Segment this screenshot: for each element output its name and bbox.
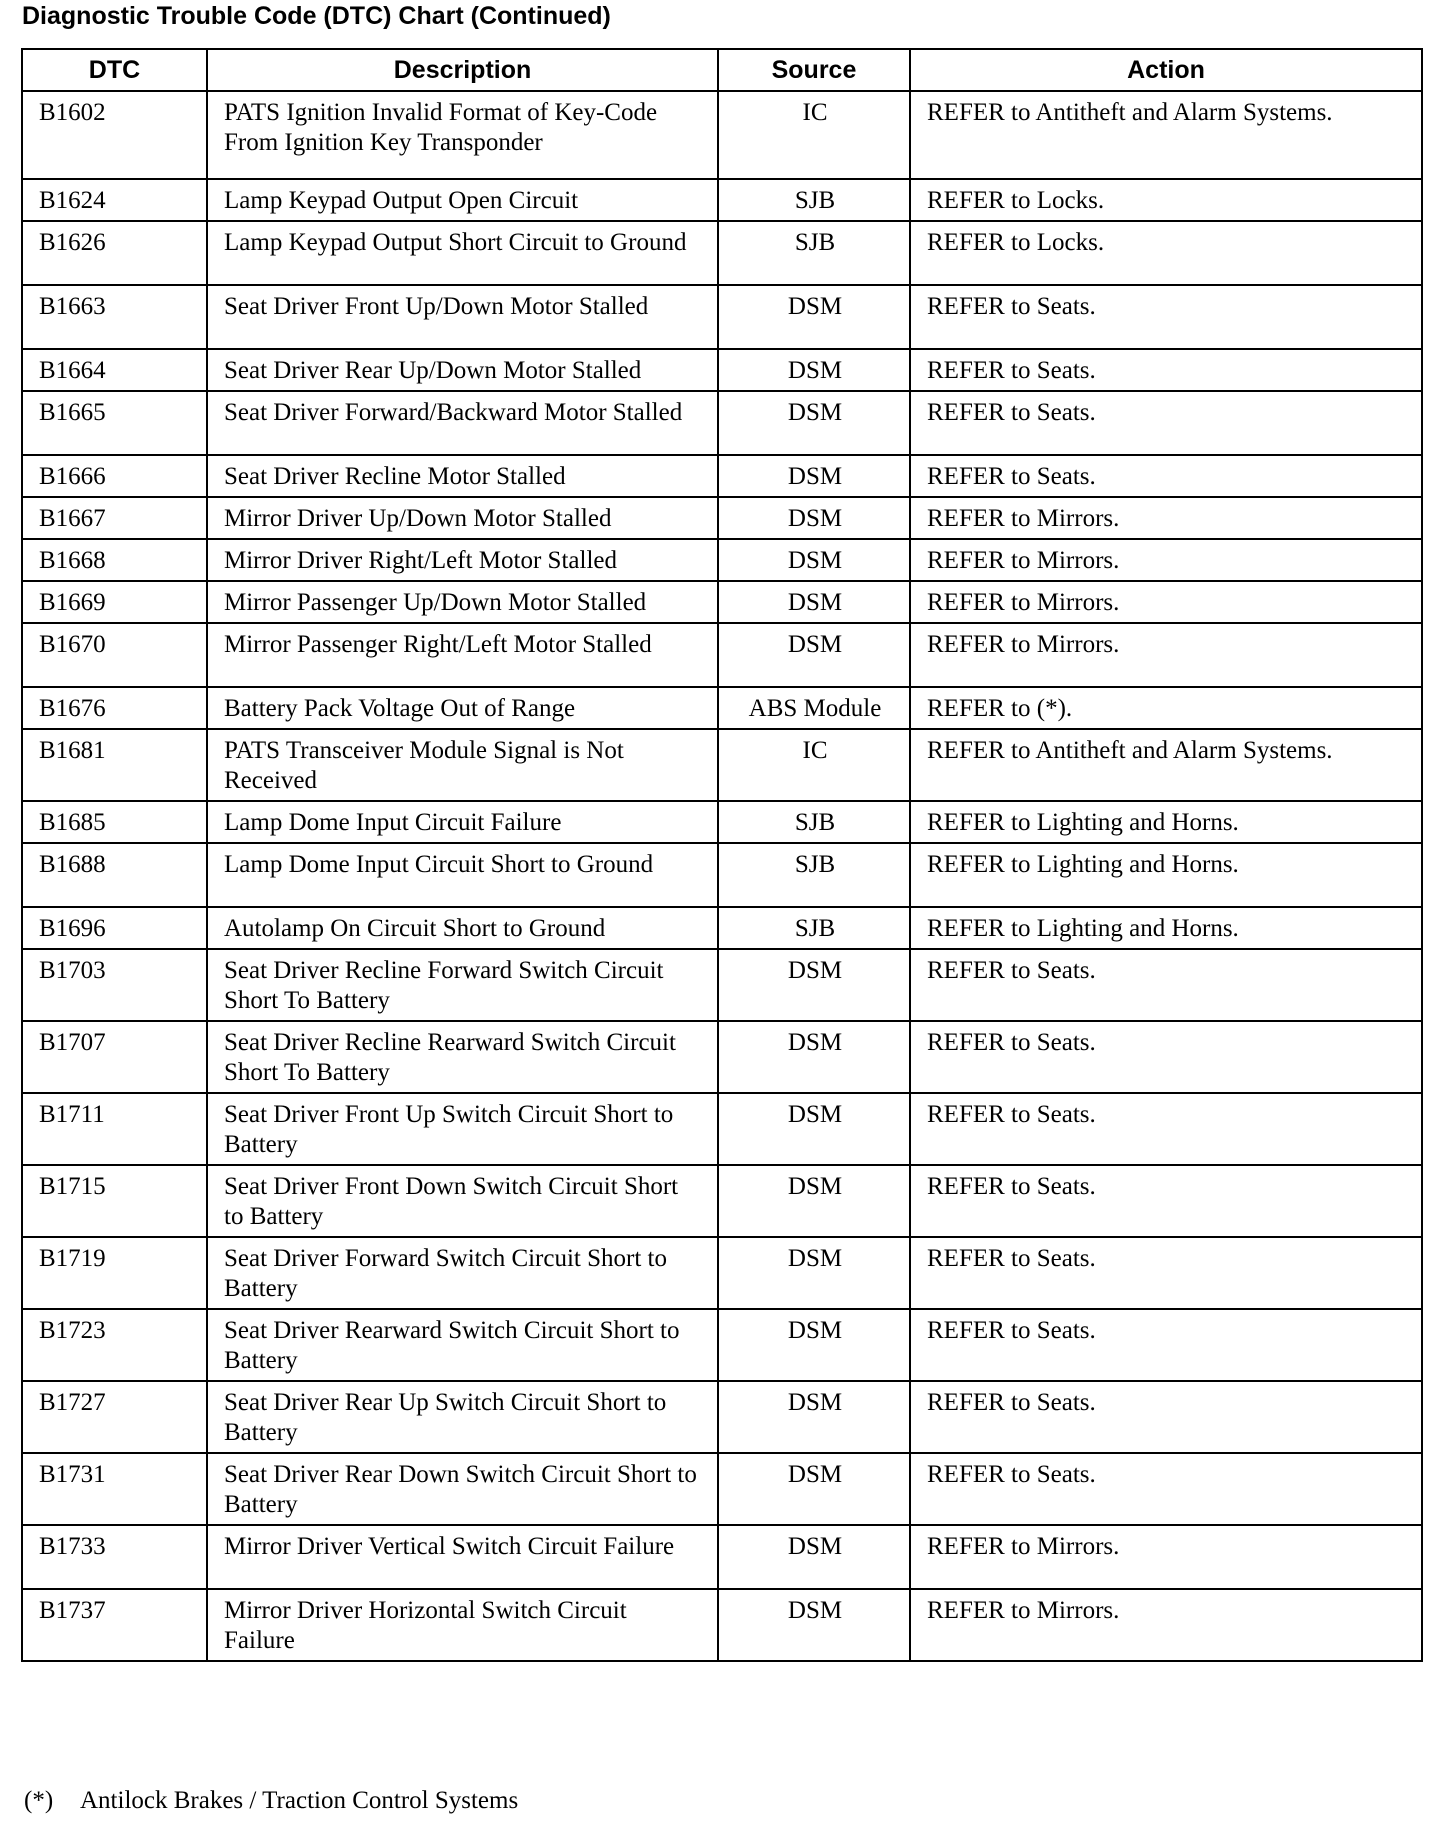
source-cell: DSM	[718, 1589, 910, 1661]
column-header-source: Source	[718, 49, 910, 91]
description-cell: Lamp Dome Input Circuit Failure	[207, 801, 718, 843]
source-cell: SJB	[718, 801, 910, 843]
source-cell: IC	[718, 729, 910, 801]
description-cell: Lamp Dome Input Circuit Short to Ground	[207, 843, 718, 907]
table-row	[22, 1237, 1422, 1309]
table-row	[22, 1453, 1422, 1525]
table-row	[22, 285, 1422, 349]
table-row	[22, 455, 1422, 497]
source-cell: DSM	[718, 1021, 910, 1093]
table-row	[22, 729, 1422, 801]
table-row	[22, 1525, 1422, 1589]
dtc-code-cell: B1703	[22, 949, 207, 1021]
action-cell: REFER to Seats.	[910, 285, 1422, 349]
dtc-code-cell: B1733	[22, 1525, 207, 1589]
table-row	[22, 1093, 1422, 1165]
description-cell: Lamp Keypad Output Short Circuit to Ground	[207, 221, 718, 285]
action-cell: REFER to Lighting and Horns.	[910, 907, 1422, 949]
dtc-code-cell: B1602	[22, 91, 207, 179]
source-cell: DSM	[718, 1309, 910, 1381]
action-cell: REFER to Seats.	[910, 1237, 1422, 1309]
description-cell: Seat Driver Forward Switch Circuit Short to Battery	[207, 1237, 718, 1309]
action-cell: REFER to Antitheft and Alarm Systems.	[910, 91, 1422, 179]
description-cell: Mirror Driver Vertical Switch Circuit Failure	[207, 1525, 718, 1589]
dtc-code-cell: B1681	[22, 729, 207, 801]
description-cell: Seat Driver Rear Up/Down Motor Stalled	[207, 349, 718, 391]
table-row	[22, 623, 1422, 687]
dtc-code-cell: B1737	[22, 1589, 207, 1661]
footnote	[24, 1786, 518, 1816]
action-cell: REFER to Seats.	[910, 349, 1422, 391]
dtc-code-cell: B1688	[22, 843, 207, 907]
source-cell: DSM	[718, 623, 910, 687]
dtc-code-cell: B1711	[22, 1093, 207, 1165]
source-cell: DSM	[718, 455, 910, 497]
column-header-dtc: DTC	[22, 49, 207, 91]
action-cell: REFER to Seats.	[910, 1021, 1422, 1093]
description-cell: Autolamp On Circuit Short to Ground	[207, 907, 718, 949]
action-cell: REFER to Locks.	[910, 221, 1422, 285]
source-cell: IC	[718, 91, 910, 179]
action-cell: REFER to Antitheft and Alarm Systems.	[910, 729, 1422, 801]
table-row	[22, 907, 1422, 949]
table-row	[22, 1165, 1422, 1237]
source-cell: DSM	[718, 1453, 910, 1525]
description-cell: Mirror Passenger Right/Left Motor Stalled	[207, 623, 718, 687]
description-cell: Seat Driver Rear Up Switch Circuit Short to Battery	[207, 1381, 718, 1453]
description-cell: Seat Driver Rear Down Switch Circuit Short to Battery	[207, 1453, 718, 1525]
dtc-code-cell: B1669	[22, 581, 207, 623]
column-header-description: Description	[207, 49, 718, 91]
description-cell: Seat Driver Front Up Switch Circuit Short to Battery	[207, 1093, 718, 1165]
source-cell: DSM	[718, 1525, 910, 1589]
source-cell: DSM	[718, 285, 910, 349]
table-row	[22, 1309, 1422, 1381]
action-cell: REFER to Mirrors.	[910, 581, 1422, 623]
source-cell: DSM	[718, 497, 910, 539]
description-cell: PATS Transceiver Module Signal is Not Received	[207, 729, 718, 801]
description-cell: Seat Driver Front Down Switch Circuit Short to Battery	[207, 1165, 718, 1237]
action-cell: REFER to Seats.	[910, 455, 1422, 497]
table-row	[22, 801, 1422, 843]
description-cell: Mirror Passenger Up/Down Motor Stalled	[207, 581, 718, 623]
description-cell: Seat Driver Rearward Switch Circuit Short to Battery	[207, 1309, 718, 1381]
table-row	[22, 497, 1422, 539]
column-header-action: Action	[910, 49, 1422, 91]
source-cell: DSM	[718, 391, 910, 455]
source-cell: DSM	[718, 1237, 910, 1309]
action-cell: REFER to Seats.	[910, 1165, 1422, 1237]
action-cell: REFER to Seats.	[910, 1381, 1422, 1453]
source-cell: DSM	[718, 581, 910, 623]
table-row	[22, 1021, 1422, 1093]
action-cell: REFER to Seats.	[910, 1453, 1422, 1525]
dtc-code-cell: B1664	[22, 349, 207, 391]
dtc-code-cell: B1715	[22, 1165, 207, 1237]
action-cell: REFER to Mirrors.	[910, 1589, 1422, 1661]
description-cell: PATS Ignition Invalid Format of Key-Code From Ignition Key Transponder	[207, 91, 718, 179]
description-cell: Battery Pack Voltage Out of Range	[207, 687, 718, 729]
table-row	[22, 949, 1422, 1021]
dtc-code-cell: B1663	[22, 285, 207, 349]
description-cell: Mirror Driver Horizontal Switch Circuit Failure	[207, 1589, 718, 1661]
dtc-code-cell: B1665	[22, 391, 207, 455]
dtc-code-cell: B1685	[22, 801, 207, 843]
action-cell: REFER to Seats.	[910, 391, 1422, 455]
table-row	[22, 581, 1422, 623]
description-cell: Seat Driver Front Up/Down Motor Stalled	[207, 285, 718, 349]
footnote-mark: (*)	[24, 1787, 54, 1814]
action-cell: REFER to Mirrors.	[910, 1525, 1422, 1589]
source-cell: ABS Module	[718, 687, 910, 729]
action-cell: REFER to Seats.	[910, 949, 1422, 1021]
dtc-code-cell: B1626	[22, 221, 207, 285]
source-cell: DSM	[718, 539, 910, 581]
dtc-table	[21, 48, 1423, 1662]
source-cell: SJB	[718, 179, 910, 221]
source-cell: DSM	[718, 1381, 910, 1453]
source-cell: SJB	[718, 843, 910, 907]
source-cell: SJB	[718, 221, 910, 285]
dtc-code-cell: B1727	[22, 1381, 207, 1453]
table-header-row	[22, 49, 1422, 91]
description-cell: Seat Driver Recline Rearward Switch Circuit Short To Battery	[207, 1021, 718, 1093]
dtc-code-cell: B1670	[22, 623, 207, 687]
description-cell: Mirror Driver Right/Left Motor Stalled	[207, 539, 718, 581]
table-row	[22, 1589, 1422, 1661]
dtc-code-cell: B1624	[22, 179, 207, 221]
action-cell: REFER to Lighting and Horns.	[910, 801, 1422, 843]
action-cell: REFER to Mirrors.	[910, 623, 1422, 687]
table-row	[22, 843, 1422, 907]
table-row	[22, 1381, 1422, 1453]
action-cell: REFER to Locks.	[910, 179, 1422, 221]
page-title: Diagnostic Trouble Code (DTC) Chart (Continued)	[22, 2, 611, 30]
dtc-code-cell: B1696	[22, 907, 207, 949]
table-row	[22, 687, 1422, 729]
dtc-code-cell: B1731	[22, 1453, 207, 1525]
action-cell: REFER to Mirrors.	[910, 497, 1422, 539]
table-body	[22, 91, 1422, 1661]
table-row	[22, 391, 1422, 455]
description-cell: Mirror Driver Up/Down Motor Stalled	[207, 497, 718, 539]
dtc-code-cell: B1666	[22, 455, 207, 497]
source-cell: SJB	[718, 907, 910, 949]
description-cell: Lamp Keypad Output Open Circuit	[207, 179, 718, 221]
action-cell: REFER to Lighting and Horns.	[910, 843, 1422, 907]
description-cell: Seat Driver Forward/Backward Motor Stalled	[207, 391, 718, 455]
dtc-code-cell: B1676	[22, 687, 207, 729]
source-cell: DSM	[718, 349, 910, 391]
description-cell: Seat Driver Recline Motor Stalled	[207, 455, 718, 497]
table-row	[22, 221, 1422, 285]
action-cell: REFER to Seats.	[910, 1093, 1422, 1165]
dtc-code-cell: B1668	[22, 539, 207, 581]
description-cell: Seat Driver Recline Forward Switch Circuit Short To Battery	[207, 949, 718, 1021]
dtc-code-cell: B1707	[22, 1021, 207, 1093]
source-cell: DSM	[718, 1093, 910, 1165]
table-row	[22, 179, 1422, 221]
footnote-text: Antilock Brakes / Traction Control Systems	[80, 1787, 519, 1814]
table-row	[22, 349, 1422, 391]
source-cell: DSM	[718, 1165, 910, 1237]
action-cell: REFER to (*).	[910, 687, 1422, 729]
table-row	[22, 539, 1422, 581]
action-cell: REFER to Seats.	[910, 1309, 1422, 1381]
dtc-code-cell: B1667	[22, 497, 207, 539]
table-row	[22, 91, 1422, 179]
dtc-code-cell: B1719	[22, 1237, 207, 1309]
action-cell: REFER to Mirrors.	[910, 539, 1422, 581]
dtc-code-cell: B1723	[22, 1309, 207, 1381]
source-cell: DSM	[718, 949, 910, 1021]
